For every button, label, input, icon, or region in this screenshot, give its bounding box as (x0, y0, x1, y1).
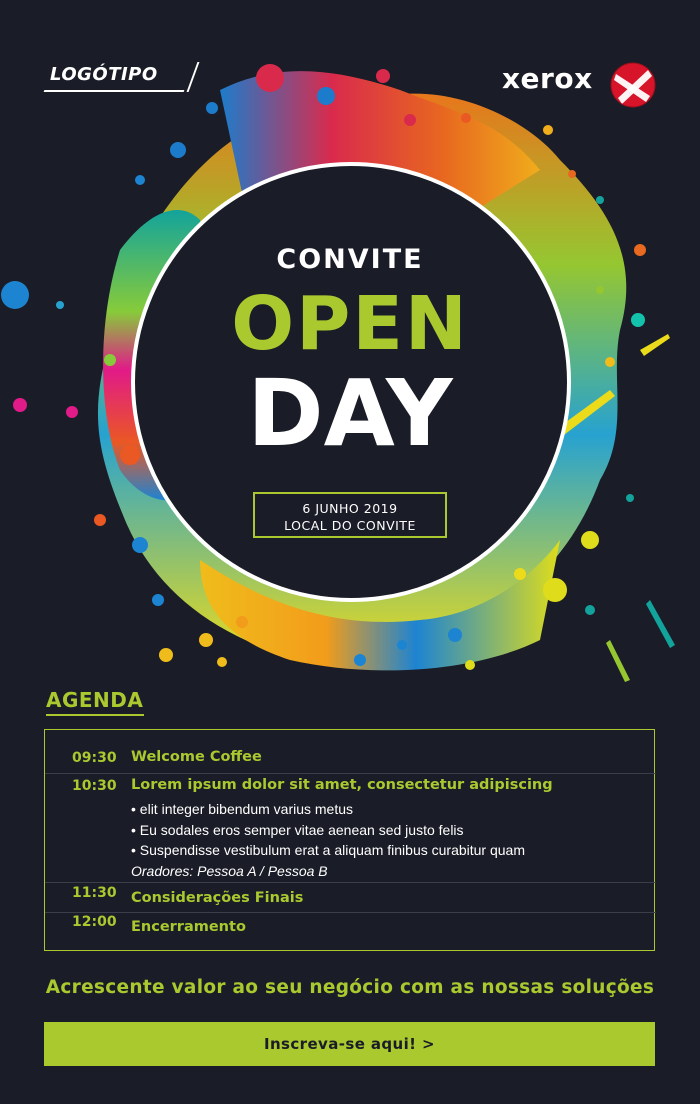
brand-wordmark: xerox (502, 62, 593, 95)
register-button[interactable]: Inscreva-se aqui! > (44, 1022, 655, 1066)
agenda-time: 10:30 (72, 778, 117, 794)
agenda-separator (45, 773, 656, 774)
agenda-bullet: • Suspendisse vestibulum erat a aliquam finibus curabitur quam (131, 842, 525, 858)
agenda-bullet: • elit integer bibendum varius metus (131, 801, 354, 817)
agenda-underline (46, 714, 144, 716)
agenda-heading: AGENDA (46, 688, 144, 712)
agenda-speakers: Oradores: Pessoa A / Pessoa B (131, 863, 328, 879)
agenda-item-title: Lorem ipsum dolor sit amet, consectetur adipiscing (131, 777, 553, 793)
event-location: LOCAL DO CONVITE (284, 518, 416, 533)
logo-underline (44, 90, 185, 92)
tagline: Acrescente valor ao seu negócio com as nossas soluções (45, 977, 655, 998)
event-date: 6 JUNHO 2019 (302, 501, 398, 516)
agenda-time: 12:00 (72, 914, 117, 930)
logo-placeholder (44, 60, 196, 94)
hero-title-open: OPEN (231, 281, 469, 367)
hero-title-day: DAY (247, 360, 453, 467)
agenda-item-title: Encerramento (131, 919, 246, 935)
xerox-ball-icon (610, 62, 656, 108)
agenda-time: 09:30 (72, 750, 117, 766)
agenda-bullet: • Eu sodales eros semper vitae aenean sed justo felis (131, 822, 464, 838)
logo-label: LOGÓTIPO (50, 64, 158, 85)
agenda-item-title: Welcome Coffee (131, 749, 262, 765)
agenda-separator (45, 912, 656, 913)
hero-kicker: CONVITE (276, 244, 424, 275)
event-date-box (253, 492, 447, 538)
agenda-time: 11:30 (72, 885, 117, 901)
agenda-table (44, 729, 655, 951)
agenda-separator (45, 882, 656, 883)
agenda-item-title: Considerações Finais (131, 890, 304, 906)
